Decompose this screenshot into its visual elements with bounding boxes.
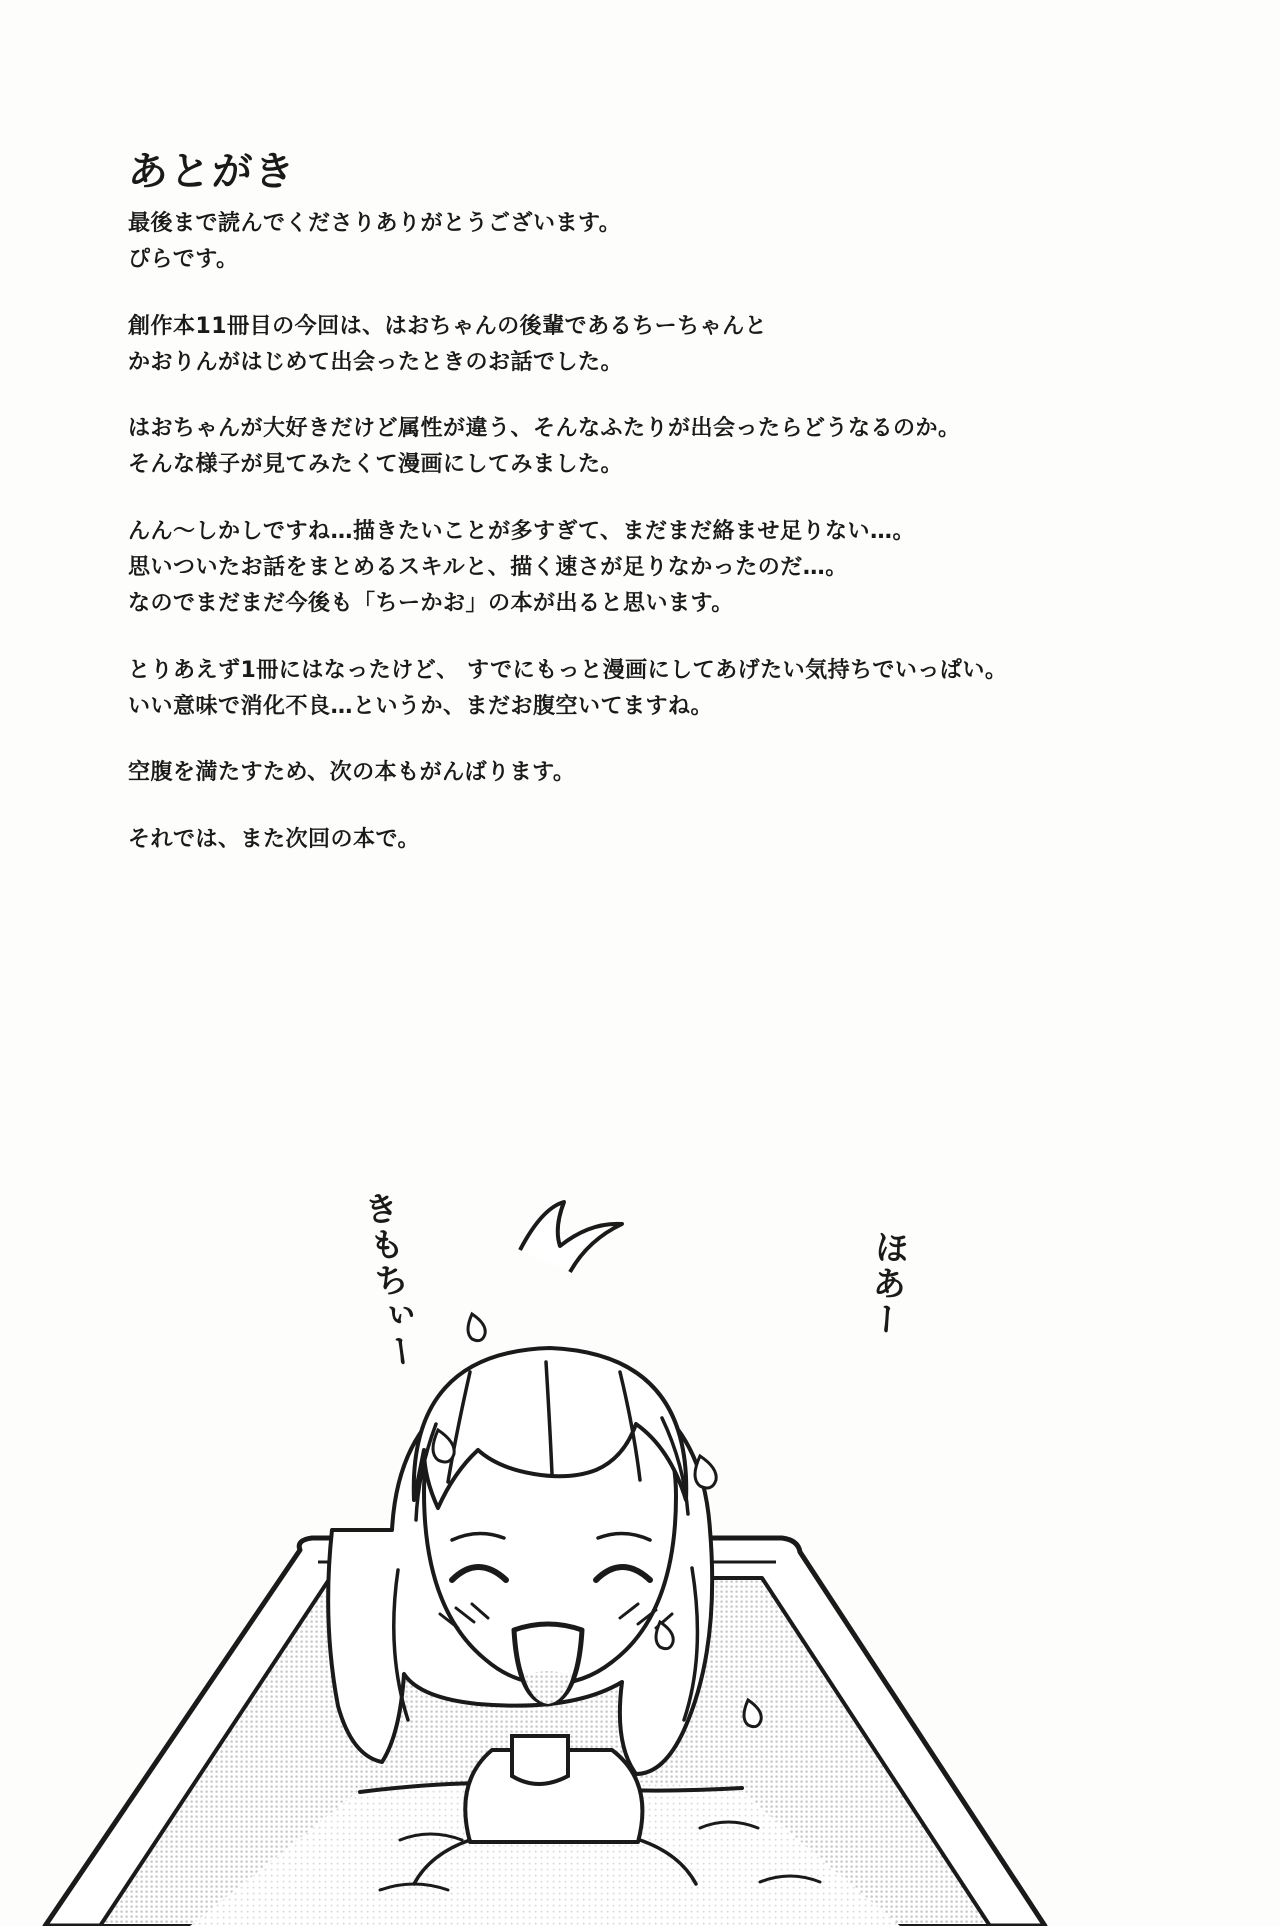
sfx-stroke-left — [352, 1198, 378, 1372]
afterword-line: 思いついたお話をまとめるスキルと、描く速さが足りなかったのだ…。 — [128, 555, 848, 581]
bath-illustration-svg — [0, 1100, 1280, 1926]
afterword-paragraph — [128, 755, 1128, 791]
sfx-text-left: きもちぃー — [355, 1188, 421, 1373]
afterword-line: 空腹を満たすため、次の本もがんばります。 — [128, 760, 576, 786]
afterword-line: いい意味で消化不良…というか、まだお腹空いてますね。 — [128, 693, 714, 719]
sfx-text-right: ほあー — [862, 1228, 910, 1339]
afterword-paragraph — [128, 822, 1128, 858]
afterword-line: 創作本11冊目の今回は、はおちゃんの後輩であるちーちゃんと — [128, 313, 768, 339]
afterword-line: とりあえず1冊にはなったけど、 すでにもっと漫画にしてあげたい気持ちでいっぱい。 — [128, 657, 1008, 683]
afterword-paragraph — [128, 309, 1128, 382]
afterword-paragraph — [128, 206, 1128, 279]
afterword-line: かおりんがはじめて出会ったときのお話でした。 — [128, 349, 624, 375]
afterword-line: はおちゃんが大好きだけど属性が違う、そんなふたりが出会ったらどうなるのか。 — [128, 416, 961, 442]
afterword-paragraph — [128, 411, 1128, 484]
afterword-line: ぴらです。 — [128, 247, 239, 273]
afterword-line: そんな様子が見てみたくて漫画にしてみました。 — [128, 452, 624, 478]
afterword-line: んん〜しかしですね…描きたいことが多すぎて、まだまだ絡ませ足りない…。 — [128, 518, 916, 544]
afterword-paragraph — [128, 653, 1128, 726]
afterword-line: 最後まで読んでくださりありがとうございます。 — [128, 211, 622, 236]
page-title: あとがき — [126, 149, 298, 195]
afterword-section — [128, 150, 1128, 858]
afterword-line: なのでまだまだ今後も「ちーかお」の本が出ると思います。 — [128, 591, 734, 617]
afterword-paragraph — [128, 514, 1128, 623]
afterword-line: それでは、また次回の本で。 — [128, 826, 421, 852]
bath-illustration — [0, 1100, 1280, 1926]
